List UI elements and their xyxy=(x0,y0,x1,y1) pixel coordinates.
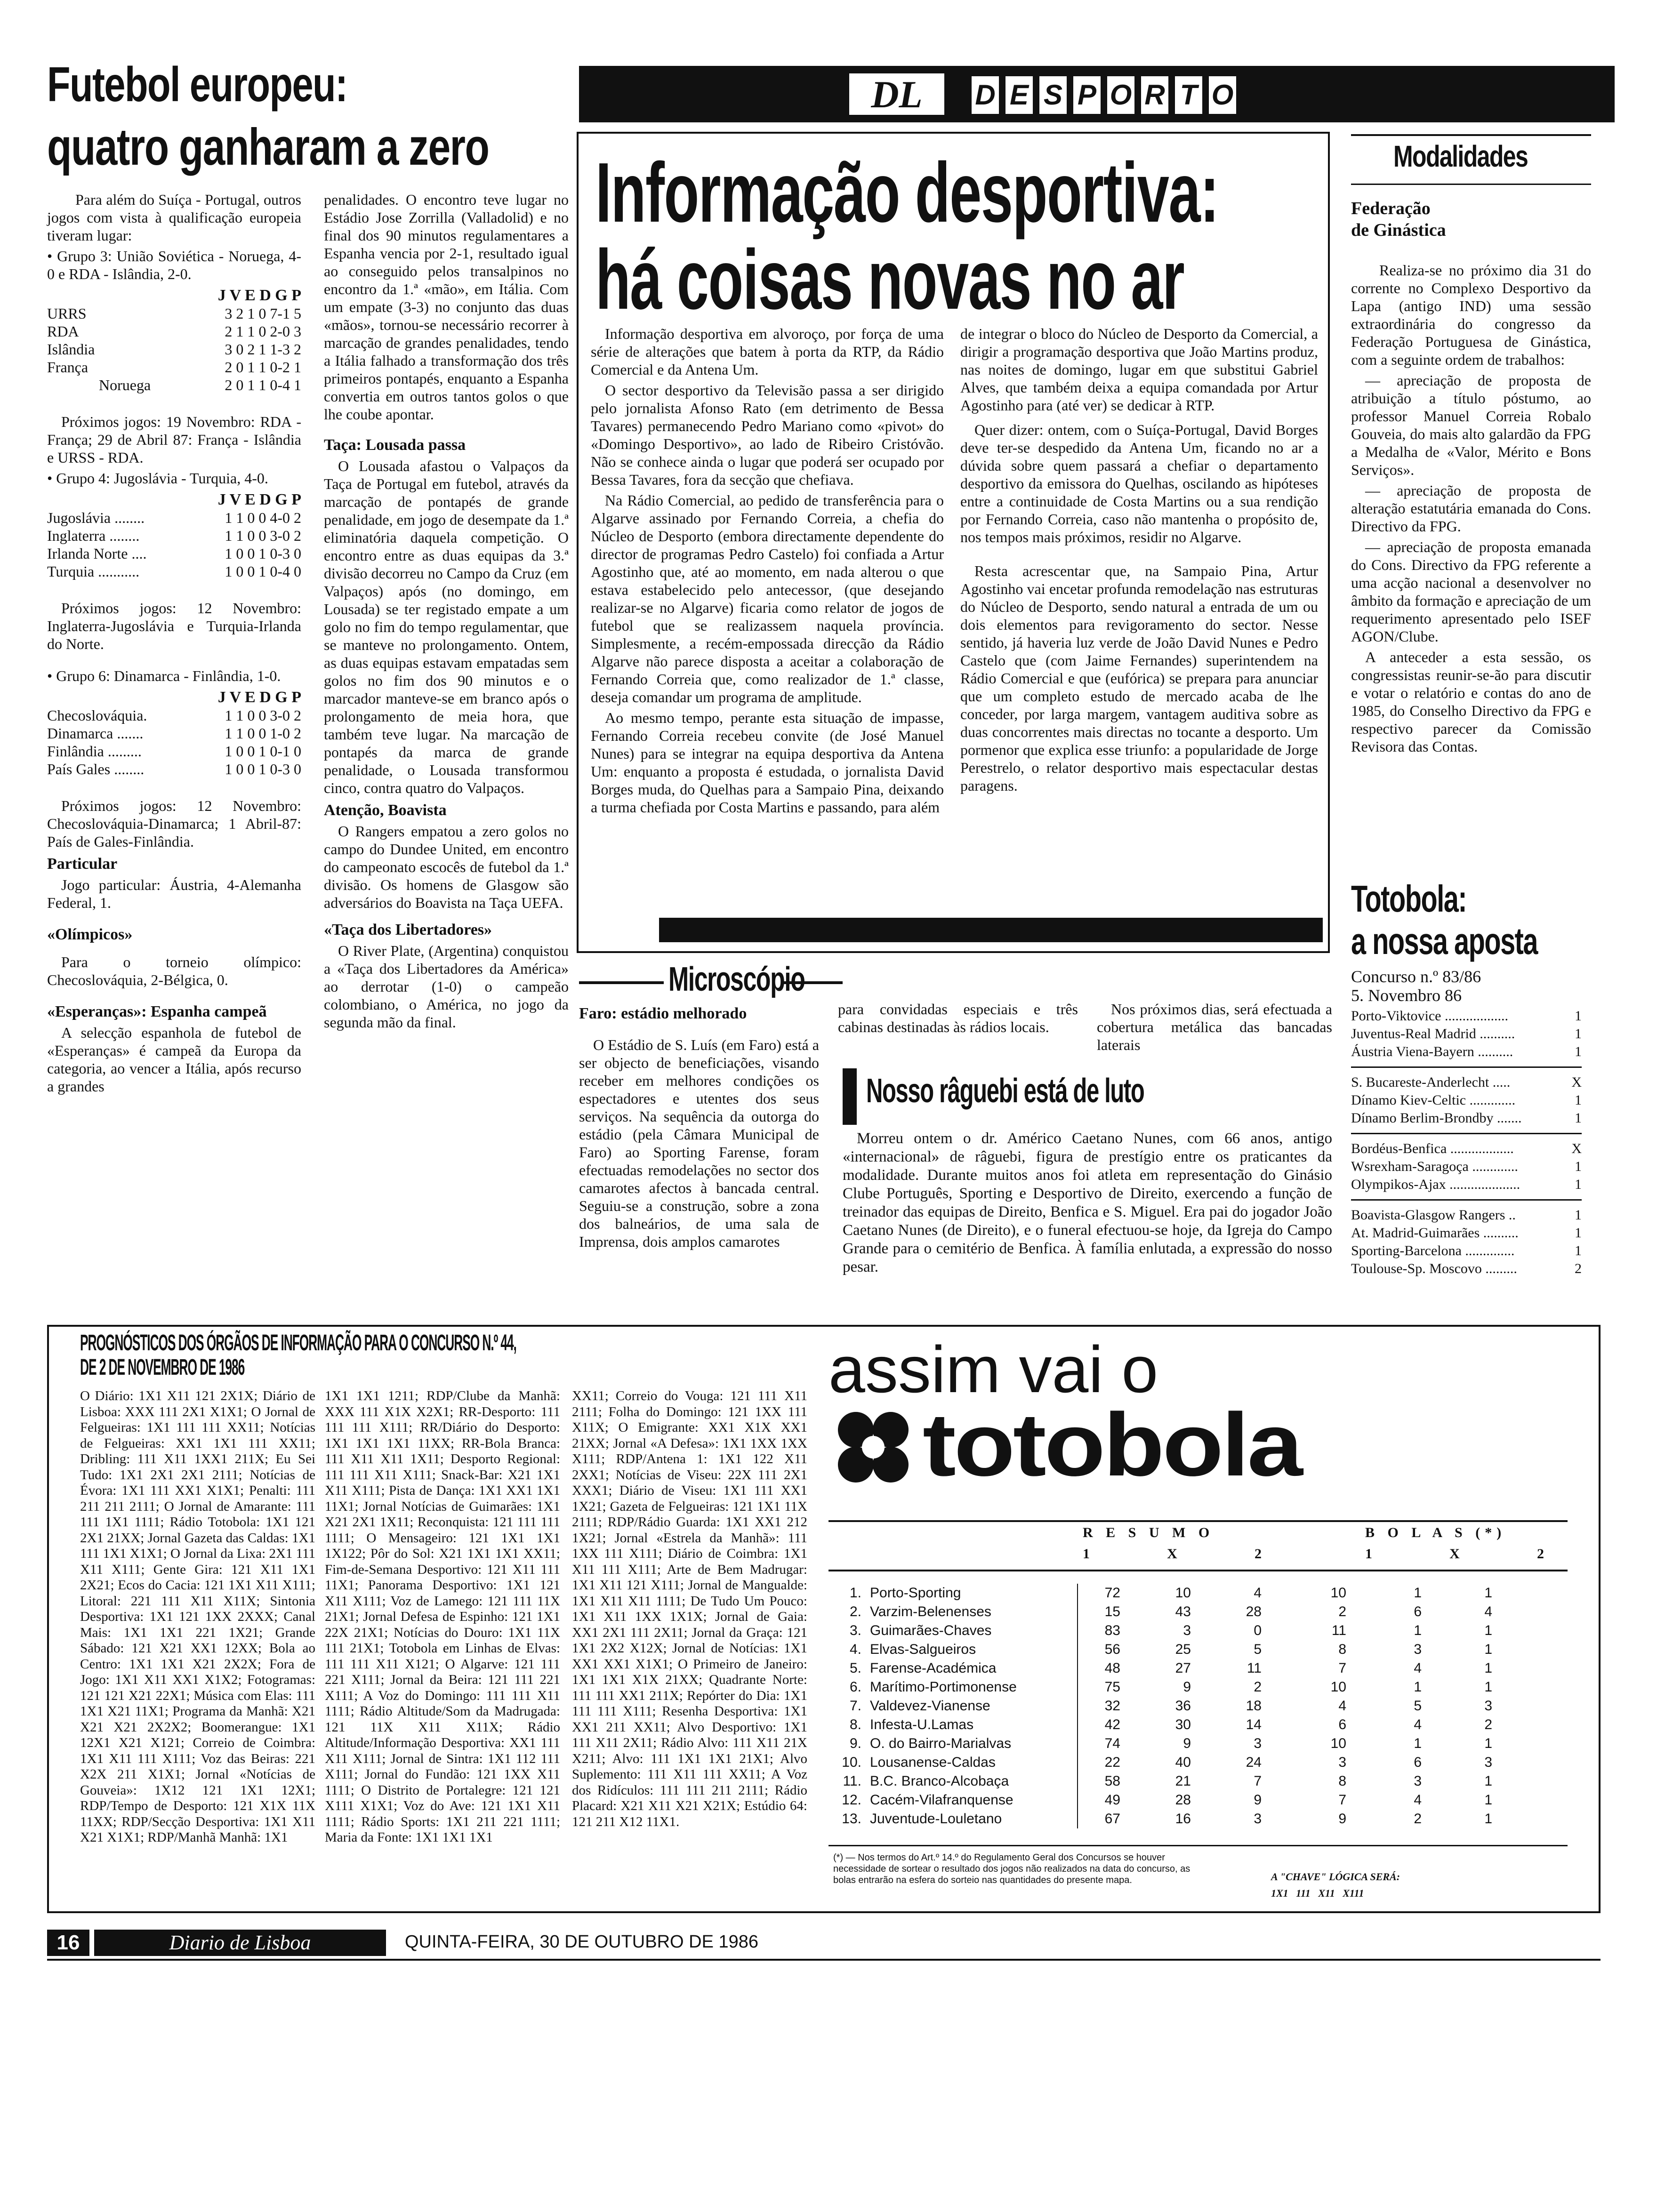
aposta-concurso-block xyxy=(1351,967,1586,1005)
row-match: Juventude-Louletano xyxy=(861,1810,1078,1828)
prognosticos-col3 xyxy=(572,1388,807,1830)
group6-table xyxy=(47,689,301,778)
particular-text: Jogo particular: Áustria, 4-Alemanha Federal, 1. xyxy=(47,876,301,911)
row-gap xyxy=(1262,1715,1318,1734)
row-number: 13. xyxy=(842,1811,861,1827)
microscopio-col1 xyxy=(579,1005,819,1253)
aposta-separator xyxy=(1351,1133,1582,1134)
bolas-x: 6 xyxy=(1414,1604,1422,1619)
row-gap xyxy=(1262,1734,1318,1753)
left-article-col1 xyxy=(47,191,301,1098)
boavista-heading: Atenção, Boavista xyxy=(324,801,447,819)
section-masthead xyxy=(579,66,1615,122)
row-gap xyxy=(1262,1584,1318,1603)
main-article-bottom-bar xyxy=(659,918,1323,942)
modalidades-header: Modalidades xyxy=(1393,139,1528,173)
bolas-x: 6 xyxy=(1414,1755,1422,1770)
masthead-letter: E xyxy=(1004,74,1035,116)
bolas-2: 1 xyxy=(1484,1623,1492,1638)
row-gap xyxy=(1078,1659,1092,1678)
bolas-1: 9 xyxy=(1338,1811,1346,1827)
boavista-text: O Rangers empatou a zero golos no campo do Dundee United, em encontro do campeonato escocês de futebol da 1.ª divisão. Os homens de Glasgow são adversários do Boavista na Taça UEFA. xyxy=(324,823,569,911)
resumo-x: 36 xyxy=(1175,1698,1191,1714)
resumo-2: 3 xyxy=(1254,1736,1262,1751)
resumo-2: 18 xyxy=(1246,1698,1262,1714)
list-item: Boavista-Glasgow Rangers .. 1 xyxy=(1351,1207,1582,1223)
prognosticos-text-1: O Diário: 1X1 X11 121 2X1X; Diário de Lisboa: XXX 111 2X1 X1X1; O Jornal de Felgueiras: 1X1 111 111 XX11; Notícias de Felgueiras: XX1 1X1 111 XX11; Dribling: 111 X11 1XX1 211X; Eu Sei Tudo: 1X1 2X1 2X1 2111; Notícias de Évora: 1X1 111 XX1 X1X1; Penalti: 111 211 211 2111; O Jornal de Amarante: 111 111 1X1 1111; Rádio Totobola: 1X1 121 2X1 21XX; Jornal Gazeta das Caldas: 1X1 111 1X1 X1X1; O Jornal da Lixa: 2X1 111 X11 X111; Gente Gira: 121 X11 1X1 2X21; Ecos do Cacia: 121 1X1 X11 X111; Litoral: 221 111 X11 X11X; Sintonia Desportiva: 1X1 121 1XX 2XXX; Canal Mais: 1X1 1X1 221 1X21; Grande Sábado: 121 X21 XX1 12XX; Bola ao Centro: 1X1 1X1 X21 2X2X; Fora de Jogo: 1X1 X11 XX1 X1X2; Fotogramas: 121 121 X21 22X1; Música com Elas: 111 1X1 X21 11X1; Programa da Manhã: X21 X21 X21 2X2X2; Boomerangue: 1X1 12X1 X21 X121; Correio de Coimbra: 1X1 X11 111 X111; Voz das Beiras: 221 X2X 211 X1X1; Jornal «Notícias de Gouveia»: 1X12 121 1X1 12X1; RDP/Tempo de Desporto: 121 X1X 11X 11XX; RDP/Secção Desportiva: 1X1 X11 X21 X1X1; RDP/Manhã Manhã: 1X1 xyxy=(80,1388,315,1845)
bolas-x: 1 xyxy=(1414,1585,1422,1601)
masthead-letter: P xyxy=(1071,74,1102,116)
bolas-x: 1 xyxy=(1414,1623,1422,1638)
resumo-2: 5 xyxy=(1254,1642,1262,1657)
list-item: Bordéus-Benfica .................. X xyxy=(1351,1141,1582,1156)
resumo-x: 43 xyxy=(1175,1604,1191,1619)
row-gap xyxy=(1262,1603,1318,1621)
microscopio-rule-right xyxy=(781,981,843,984)
bolas-x: 4 xyxy=(1414,1717,1422,1732)
aposta-separator xyxy=(1351,1066,1582,1068)
resumo-1: 49 xyxy=(1104,1792,1120,1808)
chave-label: A "CHAVE" LÓGICA SERÁ: xyxy=(1271,1871,1400,1883)
particular-heading: Particular xyxy=(47,855,118,873)
results-table xyxy=(833,1584,1568,1828)
table-row xyxy=(833,1772,1568,1791)
modalidades-sub1: Federação xyxy=(1351,199,1431,218)
list-item: Dínamo Kiev-Celtic ............. 1 xyxy=(1351,1092,1582,1108)
bolas-2: 1 xyxy=(1484,1642,1492,1657)
resumo-x: 25 xyxy=(1175,1642,1191,1657)
row-match: Varzim-Belenenses xyxy=(861,1603,1078,1621)
row-gap xyxy=(1262,1678,1318,1697)
bolas-1: 7 xyxy=(1338,1792,1346,1808)
resumo-col-labels xyxy=(1083,1546,1262,1562)
table-row xyxy=(833,1584,1568,1603)
col-label: 1 xyxy=(1365,1546,1372,1562)
table-row xyxy=(833,1791,1568,1810)
main-col2-para: de integrar o bloco do Núcleo de Desporto da Comercial, a dirigir a programação desportiva que João Martins produz, nas noites de domingo, lugar em que substitui Gabriel Alves, que também deixa a equipa comandada por Artur Agostinho para (até ver) se dedicar à RTP. xyxy=(960,325,1318,414)
bolas-1: 10 xyxy=(1330,1736,1346,1751)
group4-next: Próximos jogos: 12 Novembro: Inglaterra-Jugoslávia e Turquia-Irlanda do Norte. xyxy=(47,600,301,652)
bolas-x: 1 xyxy=(1414,1679,1422,1695)
microscopio-text: O Estádio de S. Luís (em Faro) está a ser objecto de beneficiações, visando receber em melhores condições os espectadores e utentes dos seus serviços. Na sequência da outorga do estádio (pela Câmara Municipal de Faro) ao Sporting Farense, foram efectuadas remodelações no sector dos camarotes afectos à bancada central. Seguiu-se a construção, sobre a zona dos balneários, de uma sala de Imprensa, dois amplos camarotes xyxy=(579,1036,819,1250)
table-row: Noruega 2 0 1 1 0-4 1 xyxy=(99,377,301,393)
taca-text: O Lousada afastou o Valpaços da Taça de Portugal em futebol, através da marcação de pontapés de grande penalidade, em jogo de desempate da 1.ª eliminatória daquela competição. O encontro entre as duas equipas da 3.ª divisão decorreu no Campo da Cruz (em Valpaços) após (no domingo, em Lousada) se ter registado empate a um golo no fim do tempo regulamentar, que se manteve no prolongamento. Ontem, as duas equipas estavam empatadas sem golos no fim dos 90 minutos e o marcador manteve-se em branco após o prolongamento de meia hora, que também teve lugar. Na marcação de pontapés da marca de grande penalidade, o Lousada transformou cinco, contra quatro do Valpaços. xyxy=(324,457,569,796)
group3-line: • Grupo 3: União Soviética - Noruega, 4-0 e RDA - Islândia, 2-0. xyxy=(47,248,301,282)
masthead-letter: S xyxy=(1038,74,1069,116)
masthead-letter: D xyxy=(970,74,1001,116)
row-number: 7. xyxy=(849,1698,861,1714)
resumo-x: 10 xyxy=(1175,1585,1191,1601)
left-article-title-1: Futebol europeu: xyxy=(47,57,347,112)
prognosticos-text-2: 1X1 1X1 1211; RDP/Clube da Manhã: XXX 111 X1X X2X1; RR-Desporto: 111 111 111 X111; RR/Diário do Desporto: 1X1 1X1 1X1 11XX; RR-Bola Branca: 111 X11 X11 1X11; Desporto Regional: 111 111 X11 X111; Snack-Bar: X21 1X1 X11 X111; Pista de Dança: 1X1 XX1 1X1 11X1; Jornal Notícias de Guimarães: 1X1 X21 2X1 1X11; Reconquista: 121 111 111 1111; O Mensageiro: 121 1X1 1X1 1X122; Pôr do Sol: X21 1X1 1X1 XX11; Fim-de-Semana Desportivo: 121 X11 111 11X1; Panorama Desportivo: 1X1 121 X11 X111; Voz de Lamego: 121 111 11X 21X1; Jornal Defesa de Espinho: 121 1X1 22X 21X1; Notícias do Douro: 1X1 11X 111 21X1; Totobola em Linhas de Elvas: 111 111 X11 X121; O Algarve: 121 111 221 X111; Jornal da Beira: 121 111 221 X111; A Voz do Domingo: 111 111 X11 1111; Rádio Altitude/Som da Madrugada: 121 11X X11 X11X; Rádio Altitude/Informação Desportiva: XX1 111 X11 X111; Jornal de Sintra: 1X1 112 111 X111; Jornal do Fundão: 121 1XX X11 1111; O Distrito de Portalegre: 121 121 X111 X1X1; Voz do Ave: 121 1X1 X11 1111; Rádio Sports: 1X1 211 221 1111; Maria da Fonte: 1X1 1X1 1X1 xyxy=(325,1388,560,1845)
aposta-list xyxy=(1351,1007,1582,1278)
prognosticos-title-2: DE 2 DE NOVEMBRO DE 1986 xyxy=(80,1355,245,1380)
table-row xyxy=(833,1640,1568,1659)
main-article-title-1: Informação desportiva: xyxy=(595,145,1219,240)
row-match: Elvas-Salgueiros xyxy=(861,1640,1078,1659)
bolas-1: 4 xyxy=(1338,1698,1346,1714)
row-gap xyxy=(1262,1640,1318,1659)
table-row: País Gales ........ 1 0 0 1 0-3 0 xyxy=(47,761,301,777)
prognosticos-text-3: XX11; Correio do Vouga: 121 111 X11 2111; Folha do Domingo: 121 1XX 111 X11X; O Emigrante: XX1 X1X XX1 21XX; Jornal «A Defesa»: 1X1 1XX 1XX X111; RDP/Antena 1: 1X1 122 X11 2XX1; Notícias de Viseu: 22X 111 2X1 XXX1; Diário de Viseu: 1X1 111 XX1 1X21; Gazeta de Felgueiras: 121 1X1 11X 2111; RDP/Rádio Guarda: 1X1 XX1 212 1X21; Jornal «Estrela da Manhã»: 111 1XX 111 X111; Diário de Coimbra: 1X1 X11 111 X111; Arte de Bem Madrugar: 1X1 X11 121 X111; Jornal de Mangualde: 1X1 X11 X11 1111; De Tudo Um Pouco: 1X1 X11 1XX 1X1X; Jornal de Gaia: XX1 2X1 111 2X11; Jornal da Graça: 121 1X1 2X2 X12X; Jornal de Notícias: 1X1 XX1 XX1 X1X1; O Primeiro de Janeiro: 1X1 1X1 X1X 21XX; Quadrante Norte: 111 111 XX1 211X; Repórter do Dia: 1X1 111 111 X111; Resenha Desportiva: 1X1 XX1 211 XX11; Alvo Desportivo: 1X1 111 X11 2X11; Rádio Alvo: 111 X11 21X X211; Alvo: 111 1X1 1X1 21X1; Alvo Suplemento: 111 X11 111 XX11; A Voz dos Ridículos: 111 111 211 2111; Rádio Placard: X21 X11 X21 X21X; Estúdio 64: 121 211 X12 11X1. xyxy=(572,1388,807,1829)
main-article-title-2: há coisas novas no ar xyxy=(595,232,1184,327)
totobola-brand: totobola xyxy=(923,1395,1301,1495)
footer-rule xyxy=(47,1959,1601,1961)
table-row xyxy=(833,1659,1568,1678)
group6-line: • Grupo 6: Dinamarca - Finlândia, 1-0. xyxy=(47,667,281,684)
microscopio-col2 xyxy=(838,1000,1078,1039)
col-label: X xyxy=(1167,1546,1177,1562)
table-row: Islândia 3 0 2 1 1-3 2 xyxy=(47,341,301,358)
main-col1-para: Ao mesmo tempo, perante esta situação de impasse, Fernando Correia recebeu convite (de José Manuel Nunes) para se integrar na equipa desportiva da Antena Um: enquanto a proposta é estudada, o jornalista David Borges muda, do Quelhas para a Sampaio Pina, deixando a turma chefiada por Costa Martins e passando, para além xyxy=(591,709,944,816)
bolas-2: 1 xyxy=(1484,1679,1492,1695)
resumo-x: 28 xyxy=(1175,1792,1191,1808)
microscopio-banner: Microscópio xyxy=(668,961,805,998)
row-gap xyxy=(1078,1697,1092,1715)
list-item: Toulouse-Sp. Moscovo ......... 2 xyxy=(1351,1261,1582,1276)
row-gap xyxy=(1078,1584,1092,1603)
olimpicos-heading: «Olímpicos» xyxy=(47,926,133,943)
microscopio-col3 xyxy=(1097,1000,1332,1057)
esperancas-heading: «Esperanças»: Espanha campeã xyxy=(47,1003,267,1020)
resumo-1: 75 xyxy=(1104,1679,1120,1695)
bolas-2: 1 xyxy=(1484,1660,1492,1676)
list-item: Wsrexham-Saragoça ............. 1 xyxy=(1351,1159,1582,1174)
list-item: S. Bucareste-Anderlecht ..... X xyxy=(1351,1074,1582,1090)
libertadores-heading: «Taça dos Libertadores» xyxy=(324,921,492,938)
resumo-2: 28 xyxy=(1246,1604,1262,1619)
col-label: 1 xyxy=(1083,1546,1090,1562)
group3-next: Próximos jogos: 19 Novembro: RDA - França; 29 de Abril 87: França - Islândia e URSS - RDA. xyxy=(47,413,301,466)
masthead-letter: O xyxy=(1207,74,1238,116)
bolas-col-labels xyxy=(1365,1546,1544,1562)
resumo-2: 11 xyxy=(1247,1660,1262,1676)
modalidades-para: Realiza-se no próximo dia 31 do corrente no Complexo Desportivo da Lapa (antigo IND) uma sessão extraordinária do congresso da Federação Portuguesa de Ginástica, com a seguinte ordem de trabalhos: xyxy=(1351,262,1591,368)
resumo-label: R E S U M O xyxy=(1083,1525,1215,1540)
modalidades-rule xyxy=(1351,184,1591,185)
row-match: Infesta-U.Lamas xyxy=(861,1715,1078,1734)
table-row xyxy=(833,1603,1568,1621)
resumo-x: 9 xyxy=(1183,1679,1191,1695)
row-match: Cacém-Vilafranquense xyxy=(861,1791,1078,1810)
row-gap xyxy=(1262,1697,1318,1715)
modalidades-para: — apreciação de proposta de alteração estatutária emanada do Cons. Directivo da FPG. xyxy=(1351,482,1591,535)
resumo-1: 48 xyxy=(1104,1660,1120,1676)
row-number: 8. xyxy=(849,1717,861,1732)
bolas-2: 1 xyxy=(1484,1773,1492,1789)
page-number: 16 xyxy=(47,1930,89,1956)
list-item: Porto-Viktovice .................. 1 xyxy=(1351,1008,1582,1024)
resumo-1: 22 xyxy=(1104,1755,1120,1770)
bolas-2: 4 xyxy=(1484,1604,1492,1619)
prognosticos-title-1: PROGNÓSTICOS DOS ÓRGÃOS DE INFORMAÇÃO PARA O CONCURSO N.º 44, xyxy=(80,1330,516,1355)
row-number: 9. xyxy=(849,1736,861,1751)
resumo-2: 3 xyxy=(1254,1811,1262,1827)
resumo-x: 27 xyxy=(1175,1660,1191,1676)
row-gap xyxy=(1078,1621,1092,1640)
luto-heading: Nosso râguebi está de luto xyxy=(866,1072,1144,1110)
libertadores-text: O River Plate, (Argentina) conquistou a «Taça dos Libertadores da América» ao derrotar (1-0) o campeão colombiano, o América, no jogo da segunda mão da final. xyxy=(324,942,569,1031)
microscopio-rule-left xyxy=(579,981,664,984)
aposta-date: 5. Novembro 86 xyxy=(1351,986,1462,1005)
bolas-1: 2 xyxy=(1338,1604,1346,1619)
bolas-1: 8 xyxy=(1338,1642,1346,1657)
masthead-letter: R xyxy=(1139,74,1170,116)
prognosticos-col1 xyxy=(80,1388,315,1846)
taca-heading: Taça: Lousada passa xyxy=(324,436,466,454)
bolas-label: B O L A S (*) xyxy=(1365,1525,1506,1540)
bolas-x: 4 xyxy=(1414,1660,1422,1676)
bolas-1: 3 xyxy=(1338,1755,1346,1770)
row-number: 3. xyxy=(849,1623,861,1638)
table-row xyxy=(833,1734,1568,1753)
resumo-2: 24 xyxy=(1246,1755,1262,1770)
luto-black-bar xyxy=(843,1068,857,1125)
table-row: França 2 0 1 1 0-2 1 xyxy=(47,359,301,376)
col-label: 2 xyxy=(1536,1546,1544,1562)
bolas-1: 7 xyxy=(1338,1660,1346,1676)
table-row: RDA 2 1 1 0 2-0 3 xyxy=(47,323,301,340)
left-article-col2 xyxy=(324,191,569,1034)
main-article-col2 xyxy=(960,325,1318,797)
table-row xyxy=(833,1621,1568,1640)
resumo-2: 9 xyxy=(1254,1792,1262,1808)
results-footnote: (*) — Nos termos do Art.º 14.º do Regulamento Geral dos Concursos se houver necessidade de sortear o resultado dos jogos não realizados na data do concurso, as bolas entrarão na esfera do sorteio nas quantidades do presente mapa. xyxy=(833,1852,1190,1885)
table-row: Finlândia ......... 1 0 0 1 0-1 0 xyxy=(47,743,301,760)
bolas-1: 11 xyxy=(1331,1623,1346,1638)
resumo-x: 16 xyxy=(1175,1811,1191,1827)
left-article-title-2: quatro ganharam a zero xyxy=(47,118,489,176)
resumo-x: 3 xyxy=(1183,1623,1191,1638)
table-row: Irlanda Norte .... 1 0 0 1 0-3 0 xyxy=(47,545,301,562)
bolas-1: 10 xyxy=(1330,1679,1346,1695)
bolas-2: 1 xyxy=(1484,1736,1492,1751)
list-item: Dínamo Berlim-Brondby ....... 1 xyxy=(1351,1110,1582,1126)
modalidades-para: — apreciação de proposta de atribuição a título póstumo, ao professor Manuel Correia Robalo Gouveia, do mais alto galardão da FPG a Medalha de «Valor, Mérito e Bons Serviços». xyxy=(1351,372,1591,478)
bolas-x: 2 xyxy=(1414,1811,1422,1827)
list-item: Olympikos-Ajax .................... 1 xyxy=(1351,1177,1582,1192)
masthead-section-word xyxy=(970,74,1241,116)
aposta-separator xyxy=(1351,1199,1582,1201)
main-col2-para: Quer dizer: ontem, com o Suíça-Portugal, David Borges deve ter-se despedido da Antena Um, ficando no ar a dúvida sobre quem passará a chefiar o departamento desportivo da emissora do Quelhas, oscilando as hipóteses entre a continuidade de Costa Martins ou a sua rendição por Fernando Correia, caso não mantenha o propósito de, nos tempos mais próximos, residir no Algarve. xyxy=(960,421,1318,545)
row-match: O. do Bairro-Marialvas xyxy=(861,1734,1078,1753)
bolas-x: 3 xyxy=(1414,1642,1422,1657)
row-number: 2. xyxy=(849,1604,861,1619)
resumo-x: 30 xyxy=(1175,1717,1191,1732)
group3-table xyxy=(47,287,301,394)
table-row: Jugoslávia ........ 1 1 0 0 4-0 2 xyxy=(47,509,301,526)
table-row xyxy=(833,1753,1568,1772)
bolas-2: 1 xyxy=(1484,1585,1492,1601)
modalidades-sub2: de Ginástica xyxy=(1351,220,1446,240)
row-gap xyxy=(1262,1791,1318,1810)
chave-values: 1X1 111 X11 X111 xyxy=(1271,1887,1364,1899)
bolas-x: 3 xyxy=(1414,1773,1422,1789)
resumo-1: 74 xyxy=(1104,1736,1120,1751)
microscopio-text-2: para convidadas especiais e três cabinas destinadas às rádios locais. xyxy=(838,1001,1078,1035)
resumo-1: 56 xyxy=(1104,1642,1120,1657)
row-number: 12. xyxy=(842,1792,861,1808)
totobola-logo-icon xyxy=(833,1407,913,1487)
group6-next: Próximos jogos: 12 Novembro: Checoslováquia-Dinamarca; 1 Abril-87: País de Gales-Finlândia. xyxy=(47,797,301,850)
table-row: Dinamarca ....... 1 1 0 0 1-0 2 xyxy=(47,725,301,742)
row-number: 11. xyxy=(843,1773,861,1789)
bolas-2: 2 xyxy=(1484,1717,1492,1732)
totobola-results-title: assim vai o xyxy=(828,1332,1158,1406)
table-row xyxy=(833,1678,1568,1697)
aposta-concurso: Concurso n.º 83/86 xyxy=(1351,967,1481,986)
bolas-2: 1 xyxy=(1484,1792,1492,1808)
footer-date: QUINTA-FEIRA, 30 DE OUTUBRO DE 1986 xyxy=(405,1932,759,1952)
bolas-x: 5 xyxy=(1414,1698,1422,1714)
luto-body xyxy=(843,1130,1332,1279)
resumo-2: 4 xyxy=(1254,1585,1262,1601)
resumo-2: 0 xyxy=(1254,1623,1262,1638)
row-number: 4. xyxy=(849,1642,861,1657)
table-row: URRS 3 2 1 0 7-1 5 xyxy=(47,305,301,322)
group3-header: J V E D G P xyxy=(217,287,301,304)
resumo-1: 83 xyxy=(1104,1623,1120,1638)
masthead-letter: O xyxy=(1105,74,1136,116)
table-row: Turquia ........... 1 0 0 1 0-4 0 xyxy=(47,563,301,580)
row-match: Valdevez-Vianense xyxy=(861,1697,1078,1715)
row-match: Lousanense-Caldas xyxy=(861,1753,1078,1772)
row-match: Farense-Académica xyxy=(861,1659,1078,1678)
resumo-1: 58 xyxy=(1104,1773,1120,1789)
bolas-x: 4 xyxy=(1414,1792,1422,1808)
modalidades-body xyxy=(1351,261,1591,758)
group4-table xyxy=(47,491,301,580)
row-gap xyxy=(1262,1772,1318,1791)
row-match: B.C. Branco-Alcobaça xyxy=(861,1772,1078,1791)
prognosticos-col2 xyxy=(325,1388,560,1846)
group6-header: J V E D G P xyxy=(217,689,301,706)
col-label: X xyxy=(1449,1546,1460,1562)
table-row xyxy=(833,1715,1568,1734)
main-article-col1 xyxy=(591,325,944,819)
resumo-1: 72 xyxy=(1104,1585,1120,1601)
esperancas-text: A selecção espanhola de futebol de «Esperanças» é campeã da Europa da categoria, ao vencer a Itália, após recurso a grandes xyxy=(47,1024,301,1095)
masthead-logo: DL xyxy=(847,72,946,117)
main-col1-para: Na Rádio Comercial, ao pedido de transferência para o Algarve assinado por Fernando Correia, a chefia do Núcleo de Desporto (embora directamente dependente do director de programas Pedro Castelo) foi confiada a Artur Agostinho que, até ao momento, em nada alterou o que estava estabelecido pelo antecessor, (que desejando realizar-se no Algarve) ficaria como relator de jogos de futebol que se realizassem naquela província. Simplesmente, a recém-empossada direcção da Rádio Algarve não parece disposta a aceitar a colaboração de Fernando Correia que, como realizador de 1.ª classe, deseja comandar um programa de amplitude. xyxy=(591,492,944,705)
microscopio-heading: Faro: estádio melhorado xyxy=(579,1005,747,1022)
col2-text: penalidades. O encontro teve lugar no Estádio Jose Zorrilla (Valladolid) e no final dos 90 minutos regulamentares a Espanha vencia por 2-1, resultado igual ao conseguido pelos transalpinos no encontro da 1.ª «mão», em Itália. Com um empate (3-3) no conjunto das duas «mãos», tornou-se necessário recorrer à marcação de grandes penalidades, tendo a Itália falhado a transformação dos três primeiros pontapés, enquanto a Espanha convertia em outros tantos golos o que lhe coube apontar. xyxy=(324,191,569,423)
row-gap xyxy=(1078,1772,1092,1791)
row-number: 1. xyxy=(849,1585,861,1601)
row-number: 6. xyxy=(849,1679,861,1695)
main-col1-para: O sector desportivo da Televisão passa a ser dirigido pelo jornalista Afonso Rato (em detrimento de Bessa Tavares) permanecendo Pedro Mariano como «pivot» do «Domingo Desportivo», ao lado de Ribeiro Cristóvão. Não se conhece ainda o lugar que poderá ser ocupado por Bessa Tavares, fora da secção que chefiava. xyxy=(591,382,944,488)
resumo-x: 9 xyxy=(1183,1736,1191,1751)
table-row xyxy=(833,1697,1568,1715)
main-col2-para: Resta acrescentar que, na Sampaio Pina, Artur Agostinho vai encetar profunda remodelação nas estruturas do Núcleo de Desporto, sendo natural a entrada de um ou dois elementos para revigoramento do sector. Nesse sentido, já haveria luz verde de João David Nunes e Pedro Castelo que (com Jaime Fernandes) superintendem na Rádio Comercial e que (eufórica) se prepara para anunciar que um completo estudo de mercado acaba de lhe conceder, por larga margem, vantagem auditiva sobre as duas concorrentes mais directas no tocante a desporto. Um pormenor que explica esse triunfo: a popularidade de Jorge Perestrelo, o relator desportivo mais espectacular destas paragens. xyxy=(960,562,1318,794)
resumo-1: 15 xyxy=(1104,1604,1120,1619)
aposta-title-2: a nossa aposta xyxy=(1351,920,1538,962)
bolas-2: 3 xyxy=(1484,1755,1492,1770)
row-number: 10. xyxy=(842,1755,861,1770)
row-gap xyxy=(1078,1753,1092,1772)
resumo-2: 7 xyxy=(1254,1773,1262,1789)
group4-line: • Grupo 4: Jugoslávia - Turquia, 4-0. xyxy=(47,470,268,487)
bolas-2: 3 xyxy=(1484,1698,1492,1714)
aposta-title-1: Totobola: xyxy=(1351,878,1467,920)
row-match: Marítimo-Portimonense xyxy=(861,1678,1078,1697)
bolas-2: 1 xyxy=(1484,1811,1492,1827)
table-row: Checoslováquia. 1 1 0 0 3-0 2 xyxy=(47,707,301,724)
row-gap xyxy=(1262,1753,1318,1772)
masthead-letter: T xyxy=(1173,74,1204,116)
row-match: Guimarães-Chaves xyxy=(861,1621,1078,1640)
row-match: Porto-Sporting xyxy=(861,1584,1078,1603)
row-number: 5. xyxy=(849,1660,861,1676)
row-gap xyxy=(1078,1734,1092,1753)
modalidades-para: A anteceder a esta sessão, os congressistas reunir-se-ão para discutir e votar o relatório e contas do ano de 1985, do Conselho Directivo da FPG e respectivo parecer da Comissão Revisora das Contas. xyxy=(1351,649,1591,755)
modalidades-para: — apreciação de proposta emanada do Cons. Directivo da FPG referente a uma acção nacional a desenvolver no âmbito da formação e apreciação de um requerimento apresentado pelo ISEF AGON/Clube. xyxy=(1351,538,1591,645)
resumo-1: 42 xyxy=(1104,1717,1120,1732)
resumo-x: 21 xyxy=(1175,1773,1191,1789)
col-label: 2 xyxy=(1254,1546,1262,1562)
list-item: At. Madrid-Guimarães .......... 1 xyxy=(1351,1225,1582,1241)
col1-intro: Para além do Suíça - Portugal, outros jogos com vista à qualificação europeia tiveram lugar: xyxy=(47,191,301,244)
results-header-rule xyxy=(828,1570,1568,1571)
bolas-x: 1 xyxy=(1414,1736,1422,1751)
row-gap xyxy=(1078,1791,1092,1810)
paper-name: Diario de Lisboa xyxy=(94,1930,386,1956)
table-row: Inglaterra ........ 1 1 0 0 3-0 2 xyxy=(47,527,301,544)
resumo-2: 14 xyxy=(1246,1717,1262,1732)
row-gap xyxy=(1078,1810,1092,1828)
bolas-1: 6 xyxy=(1338,1717,1346,1732)
main-col1-para: Informação desportiva em alvoroço, por força de uma série de alterações que batem à porta da RTP, da Rádio Comercial e da Antena Um. xyxy=(591,325,944,378)
luto-text: Morreu ontem o dr. Américo Caetano Nunes, com 66 anos, antigo «internacional» de râguebi, figura de prestígio entre os praticantes da modalidade. Durante muitos anos foi atleta em representação do Ginásio Clube Português, Sporting e Desportivo de Direito, exercendo a função de treinador das equipas de Direito, Benfica e S. Miguel. Era pai do jogador João Caetano Nunes (de Direito), e o funeral efectuou-se hoje, da Igreja do Campo Grande para o cemitério de Benfica. À família enlutada, a expressão do nosso pesar. xyxy=(843,1130,1332,1275)
row-gap xyxy=(1078,1640,1092,1659)
row-gap xyxy=(1078,1715,1092,1734)
olimpicos-text: Para o torneio olímpico: Checoslováquia, 2-Bélgica, 0. xyxy=(47,954,301,988)
resumo-1: 32 xyxy=(1104,1698,1120,1714)
resumo-2: 2 xyxy=(1254,1679,1262,1695)
row-gap xyxy=(1262,1621,1318,1640)
bolas-1: 10 xyxy=(1330,1585,1346,1601)
resumo-1: 67 xyxy=(1104,1811,1120,1827)
resumo-x: 40 xyxy=(1175,1755,1191,1770)
row-gap xyxy=(1262,1659,1318,1678)
row-gap xyxy=(1078,1678,1092,1697)
list-item: Áustria Viena-Bayern .......... 1 xyxy=(1351,1044,1582,1059)
modalidades-sub xyxy=(1351,198,1446,241)
row-gap xyxy=(1078,1603,1092,1621)
list-item: Juventus-Real Madrid .......... 1 xyxy=(1351,1026,1582,1042)
table-row xyxy=(833,1810,1568,1828)
group4-header: J V E D G P xyxy=(217,491,301,508)
bolas-1: 8 xyxy=(1338,1773,1346,1789)
results-bottom-rule xyxy=(828,1845,1568,1846)
list-item: Sporting-Barcelona .............. 1 xyxy=(1351,1243,1582,1258)
microscopio-text-3: Nos próximos dias, será efectuada a cobertura metálica das bancadas laterais xyxy=(1097,1001,1332,1053)
results-top-rule xyxy=(828,1520,1568,1522)
row-gap xyxy=(1262,1810,1318,1828)
modalidades-top-rule xyxy=(1351,134,1591,136)
